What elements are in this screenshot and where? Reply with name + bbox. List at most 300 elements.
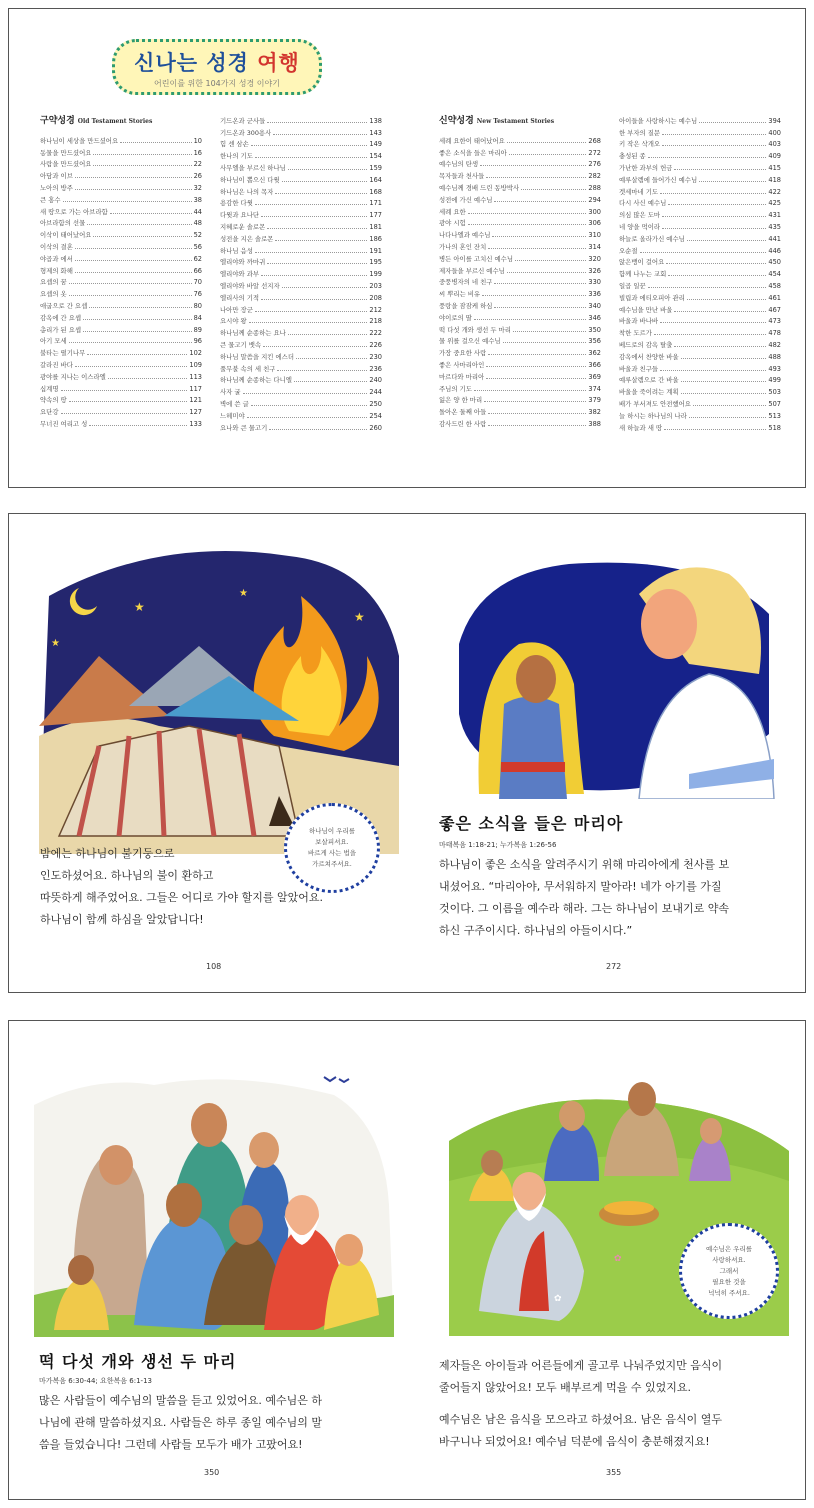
toc-entry (439, 180, 601, 192)
toc-leader-dots (494, 283, 586, 284)
toc-entry (439, 381, 601, 393)
toc-leader-dots (513, 331, 587, 332)
toc-entry (619, 408, 781, 420)
toc-entry-title: 새 땅으로 가는 아브라함 (40, 207, 108, 216)
toc-entry (220, 266, 382, 278)
toc-entry (619, 207, 781, 219)
toc-entry-page: 154 (369, 152, 382, 161)
toc-entry-page: 22 (193, 160, 202, 169)
toc-entry-title: 풍랑을 잠잠케 하심 (439, 301, 493, 310)
toc-entry-title: 갈라진 바다 (40, 360, 73, 369)
toc-entry-page: 374 (588, 384, 601, 393)
toc-entry-title: 새 하늘과 새 땅 (619, 423, 663, 432)
page-number: 272 (606, 962, 622, 971)
toc-entry (439, 216, 601, 228)
toc-entry-page: 250 (369, 399, 382, 408)
note-bubble: 예수님은 우리를 사랑하셔요. 그래서 필요한 것을 넉넉히 주셔요. (679, 1223, 779, 1319)
toc-leader-dots (664, 429, 766, 430)
toc-entry (220, 243, 382, 255)
toc-leader-dots (689, 417, 767, 418)
toc-entry (220, 148, 382, 160)
toc-entry-title: 약속의 땅 (40, 396, 67, 405)
toc-entry-page: 84 (193, 313, 202, 322)
toc-entry-page: 507 (768, 399, 781, 408)
toc-entry-title: 베드로의 감옥 탈출 (619, 340, 673, 349)
toc-entry-title: 예루살렘으로 간 바울 (619, 376, 679, 385)
toc-leader-dots (282, 181, 368, 182)
toc-leader-dots (75, 248, 192, 249)
toc-entry (40, 168, 202, 180)
toc-entry-title: 한나의 기도 (220, 152, 253, 161)
toc-entry (439, 192, 601, 204)
scripture-reference: 마가복음 6:30-44; 요한복음 6:1-13 (39, 1377, 152, 1385)
toc-entry-page: 418 (768, 175, 781, 184)
toc-entry-page: 212 (369, 305, 382, 314)
toc-entry (439, 239, 601, 251)
toc-entry (220, 184, 382, 196)
toc-spread (8, 8, 806, 488)
toc-leader-dots (61, 413, 188, 414)
toc-entry (40, 180, 202, 192)
toc-entry-page: 314 (588, 242, 601, 251)
toc-entry (619, 349, 781, 361)
toc-entry (220, 349, 382, 361)
toc-entry-title: 가난한 과부의 헌금 (619, 163, 673, 172)
toc-entry-title: 엘리야와 과부 (220, 270, 260, 279)
toc-entry-title: 다윗과 요나단 (220, 211, 260, 220)
toc-entry-title: 불타는 떨기나무 (40, 349, 86, 358)
toc-entry-title: 용감한 다윗 (220, 199, 253, 208)
toc-entry-page: 350 (588, 325, 601, 334)
toc-entry (40, 239, 202, 251)
toc-leader-dots (492, 236, 586, 237)
toc-leader-dots (275, 193, 367, 194)
toc-entry-page: 356 (588, 337, 601, 346)
toc-entry-title: 하나님이 뽑으신 다윗 (220, 175, 280, 184)
toc-entry (439, 404, 601, 416)
toc-entry-page: 388 (588, 419, 601, 428)
toc-leader-dots (486, 378, 586, 379)
toc-entry-title: 바울과 친구들 (619, 364, 659, 373)
toc-entry-title: 감옥에서 찬양한 바울 (619, 352, 679, 361)
toc-leader-dots (261, 216, 367, 217)
toc-entry-title: 요나와 큰 물고기 (220, 423, 268, 432)
toc-leader-dots (75, 260, 192, 261)
toc-leader-dots (674, 346, 766, 347)
toc-entry-title: 앉은뱅이 걸어요 (619, 258, 665, 267)
toc-leader-dots (93, 154, 191, 155)
toc-entry (40, 298, 202, 310)
toc-entry-page: 254 (369, 411, 382, 420)
toc-entry-title: 씨 뿌리는 비유 (439, 290, 481, 299)
toc-entry-page: 66 (193, 266, 202, 275)
toc-entry-page: 260 (369, 423, 382, 432)
toc-entry-page: 454 (768, 270, 781, 279)
toc-entry-page: 226 (369, 340, 382, 349)
toc-entry (40, 263, 202, 275)
toc-entry-title: 사무엘을 부르신 하나님 (220, 163, 286, 172)
story-heading: 좋은 소식을 들은 마리아 (439, 814, 624, 833)
toc-entry-title: 기드온과 300용사 (220, 128, 272, 137)
toc-entry-title: 배가 부서져도 안전했어요 (619, 399, 691, 408)
toc-entry-title: 하나님이 세상을 만드셨어요 (40, 136, 119, 145)
toc-leader-dots (69, 342, 192, 343)
toc-entry-title: 떡 다섯 개와 생선 두 마리 (439, 325, 511, 334)
toc-entry (40, 275, 202, 287)
toc-entry-page: 379 (588, 396, 601, 405)
toc-leader-dots (474, 319, 587, 320)
toc-entry (220, 113, 382, 125)
toc-entry (619, 148, 781, 160)
toc-entry-title: 바울을 죽이려는 계획 (619, 388, 679, 397)
toc-leader-dots (668, 204, 766, 205)
toc-leader-dots (269, 429, 367, 430)
star-icon: ★ (134, 600, 145, 614)
toc-leader-dots (662, 216, 766, 217)
toc-entry-title: 이삭의 결혼 (40, 242, 73, 251)
toc-entry (220, 125, 382, 137)
toc-leader-dots (509, 154, 587, 155)
toc-entry-page: 218 (369, 317, 382, 326)
toc-entry-title: 엘리야와 바알 선지자 (220, 281, 280, 290)
toc-entry-title: 감사드린 한 사람 (439, 419, 487, 428)
toc-leader-dots (75, 189, 192, 190)
tents-fire-illustration (39, 536, 409, 854)
toc-leader-dots (249, 322, 368, 323)
toc-leader-dots (521, 189, 586, 190)
toc-entry-page: 458 (768, 281, 781, 290)
toc-entry (439, 393, 601, 405)
toc-entry-title: 예루살렘에 들어가신 예수님 (619, 175, 698, 184)
toc-entry-page: 422 (768, 187, 781, 196)
toc-entry-page: 400 (768, 128, 781, 137)
toc-entry-title: 세례 요한이 태어났어요 (439, 136, 505, 145)
toc-leader-dots (681, 393, 767, 394)
new-testament-list-2 (619, 113, 781, 432)
story-text: 밤에는 하나님이 불기둥으로 인도하셨어요. 하나님의 불이 환하고 따뜻하게 해주었어요. 그들은 어디로 가야 할지를 알았어요. 하나님이 함께 하심을 알았답니다! (40, 847, 323, 926)
toc-entry-page: 89 (193, 325, 202, 334)
page-number: 355 (606, 1468, 622, 1477)
toc-entry (439, 357, 601, 369)
toc-leader-dots (267, 122, 367, 123)
toc-entry-title: 함께 나누는 교회 (619, 270, 667, 279)
toc-entry-title: 하나님 말씀을 지킨 에스더 (220, 352, 295, 361)
toc-entry-title: 의심 많은 도마 (619, 211, 661, 220)
toc-entry (619, 384, 781, 396)
toc-entry-title: 잃은 양 한 마리 (439, 396, 483, 405)
toc-entry (619, 184, 781, 196)
toc-leader-dots (662, 134, 766, 135)
toc-entry-page: 76 (193, 290, 202, 299)
toc-entry-title: 애굽으로 간 요셉 (40, 301, 88, 310)
toc-leader-dots (482, 295, 586, 296)
toc-entry (439, 263, 601, 275)
toc-entry-title: 요단강 (40, 408, 59, 417)
toc-entry-page: 32 (193, 183, 202, 192)
toc-leader-dots (687, 240, 767, 241)
toc-entry-page: 482 (768, 340, 781, 349)
toc-entry-title: 엘리사의 기적 (220, 293, 260, 302)
toc-entry-page: 503 (768, 388, 781, 397)
toc-entry (220, 396, 382, 408)
toc-entry-page: 382 (588, 408, 601, 417)
toc-entry-title: 사자 굴 (220, 388, 241, 397)
toc-entry (439, 275, 601, 287)
toc-leader-dots (120, 142, 191, 143)
toc-entry-title: 하늘로 올라가신 예수님 (619, 234, 685, 243)
toc-leader-dots (294, 381, 367, 382)
book-title-badge (112, 39, 322, 95)
toc-entry-page: 38 (193, 195, 202, 204)
toc-entry (439, 322, 601, 334)
toc-leader-dots (255, 157, 368, 158)
toc-entry-page: 80 (193, 301, 202, 310)
toc-entry-page: 230 (369, 352, 382, 361)
toc-leader-dots (662, 228, 766, 229)
page-number: 108 (206, 962, 222, 971)
toc-entry-title: 목자들과 천사들 (439, 172, 485, 181)
toc-entry (619, 314, 781, 326)
toc-entry-page: 518 (768, 423, 781, 432)
toc-entry-title: 야곱과 에서 (40, 254, 73, 263)
toc-leader-dots (61, 390, 188, 391)
toc-entry-page: 222 (369, 329, 382, 338)
toc-entry (619, 396, 781, 408)
toc-entry (220, 219, 382, 231)
toc-entry-title: 한 부자의 질문 (619, 128, 661, 137)
toc-entry (40, 133, 202, 145)
toc-entry (619, 231, 781, 243)
toc-leader-dots (243, 393, 368, 394)
toc-leader-dots (494, 307, 586, 308)
toc-leader-dots (654, 334, 767, 335)
toc-entry-page: 340 (588, 301, 601, 310)
toc-entry-page: 369 (588, 372, 601, 381)
toc-leader-dots (69, 401, 188, 402)
toc-entry (40, 310, 202, 322)
toc-leader-dots (83, 331, 192, 332)
toc-entry-title: 겟세마네 기도 (619, 187, 659, 196)
toc-leader-dots (267, 228, 367, 229)
toc-entry-page: 52 (193, 231, 202, 240)
toc-entry-page: 26 (193, 172, 202, 181)
toc-leader-dots (93, 165, 191, 166)
toc-entry-page: 409 (768, 152, 781, 161)
book-title: 신나는 성경 여행 (134, 51, 300, 75)
toc-leader-dots (255, 204, 368, 205)
toc-entry-title: 요시야 왕 (220, 317, 247, 326)
toc-entry (40, 357, 202, 369)
toc-entry-title: 성전을 지은 솔로몬 (220, 234, 274, 243)
toc-entry-page: 473 (768, 317, 781, 326)
toc-entry (439, 133, 601, 145)
toc-leader-dots (674, 311, 766, 312)
toc-entry-title: 좋은 사마리아인 (439, 360, 485, 369)
toc-entry-page: 109 (189, 360, 202, 369)
toc-entry-page: 48 (193, 219, 202, 228)
toc-leader-dots (251, 405, 368, 406)
toc-entry (40, 204, 202, 216)
toc-entry (619, 361, 781, 373)
toc-entry-page: 435 (768, 222, 781, 231)
toc-entry-title: 아브라함의 선물 (40, 219, 86, 228)
toc-leader-dots (468, 224, 587, 225)
old-testament-list-2 (220, 113, 382, 432)
toc-leader-dots (687, 299, 767, 300)
toc-entry-page: 149 (369, 140, 382, 149)
toc-leader-dots (87, 354, 187, 355)
toc-entry-page: 138 (369, 116, 382, 125)
toc-entry-title: 하나님께 순종하는 다니엘 (220, 376, 292, 385)
toc-leader-dots (660, 193, 766, 194)
toc-entry-page: 310 (588, 231, 601, 240)
toc-entry-title: 네 양을 먹이라 (619, 222, 661, 231)
toc-entry (439, 145, 601, 157)
toc-entry-title: 동물을 만드셨어요 (40, 148, 92, 157)
toc-leader-dots (89, 425, 187, 426)
toc-entry (439, 334, 601, 346)
toc-entry (220, 137, 382, 149)
toc-leader-dots (282, 287, 368, 288)
toc-entry-page: 16 (193, 148, 202, 157)
toc-entry-title: 충성된 종 (619, 152, 646, 161)
toc-entry-title: 제자들을 부르신 예수님 (439, 266, 505, 275)
toc-entry (40, 369, 202, 381)
toc-entry-page: 499 (768, 376, 781, 385)
toc-entry-title: 물 위를 걸으신 예수님 (439, 337, 501, 346)
flower-icon: ✿ (554, 1294, 562, 1304)
toc-entry (40, 381, 202, 393)
toc-leader-dots (273, 134, 367, 135)
toc-leader-dots (488, 413, 586, 414)
toc-leader-dots (507, 272, 587, 273)
toc-entry-title: 큰 홍수 (40, 195, 61, 204)
toc-entry (40, 416, 202, 428)
toc-leader-dots (75, 177, 192, 178)
toc-entry-page: 320 (588, 254, 601, 263)
toc-entry (439, 416, 601, 428)
toc-entry (619, 337, 781, 349)
toc-entry-title: 엘리야와 까마귀 (220, 258, 266, 267)
toc-entry-page: 177 (369, 211, 382, 220)
toc-entry (439, 204, 601, 216)
toc-entry-page: 181 (369, 222, 382, 231)
toc-leader-dots (515, 260, 586, 261)
toc-entry-title: 세례 요한 (439, 207, 466, 216)
toc-entry-page: 513 (768, 411, 781, 420)
old-testament-list-1 (40, 133, 202, 428)
toc-leader-dots (89, 307, 191, 308)
toc-entry-title: 요셉의 옷 (40, 290, 67, 299)
toc-entry-page: 362 (588, 349, 601, 358)
toc-entry (619, 160, 781, 172)
toc-entry (40, 192, 202, 204)
toc-entry-title: 하나님께 순종하는 요나 (220, 329, 286, 338)
toc-entry (40, 345, 202, 357)
toc-entry (220, 325, 382, 337)
toc-entry (439, 286, 601, 298)
toc-leader-dots (699, 122, 766, 123)
toc-entry-page: 276 (588, 160, 601, 169)
toc-leader-dots (660, 370, 766, 371)
toc-entry-title: 벽에 쓴 글 (220, 399, 249, 408)
toc-entry (220, 361, 382, 373)
toc-leader-dots (275, 240, 367, 241)
toc-entry-page: 113 (189, 372, 202, 381)
toc-entry (220, 384, 382, 396)
toc-entry-page: 44 (193, 207, 202, 216)
toc-entry-page: 191 (369, 246, 382, 255)
toc-entry-page: 143 (369, 128, 382, 137)
toc-entry-page: 306 (588, 219, 601, 228)
toc-entry-title: 가장 중요한 사람 (439, 349, 487, 358)
toc-leader-dots (255, 252, 368, 253)
toc-entry-page: 203 (369, 281, 382, 290)
toc-entry (619, 125, 781, 137)
toc-entry-title: 주님의 기도 (439, 384, 472, 393)
toc-leader-dots (648, 287, 767, 288)
toc-entry (619, 278, 781, 290)
toc-entry (619, 373, 781, 385)
toc-leader-dots (110, 213, 192, 214)
toc-leader-dots (63, 201, 192, 202)
star-icon: ★ (354, 610, 365, 624)
toc-entry-title: 예수님께 경배 드린 동방박사 (439, 183, 520, 192)
toc-entry-title: 광야 시험 (439, 219, 466, 228)
toc-leader-dots (488, 248, 586, 249)
toc-entry (220, 278, 382, 290)
toc-entry-page: 446 (768, 246, 781, 255)
toc-entry (220, 172, 382, 184)
toc-entry-page: 346 (588, 313, 601, 322)
toc-entry-page: 425 (768, 199, 781, 208)
toc-leader-dots (261, 299, 367, 300)
toc-leader-dots (488, 425, 586, 426)
toc-leader-dots (640, 252, 767, 253)
toc-entry-title: 나다나엘과 예수님 (439, 231, 491, 240)
toc-leader-dots (486, 366, 586, 367)
toc-entry-title: 사람을 만드셨어요 (40, 160, 92, 169)
toc-leader-dots (75, 272, 192, 273)
new-testament-heading: 신약성경 New Testament Stories (439, 116, 555, 126)
toc-entry-page: 117 (189, 384, 202, 393)
toc-leader-dots (693, 405, 766, 406)
toc-entry-title: 빌립과 에티오피아 관리 (619, 293, 685, 302)
toc-entry-page: 168 (369, 187, 382, 196)
toc-entry-title: 큰 물고기 뱃속 (220, 340, 262, 349)
toc-entry (619, 172, 781, 184)
toc-leader-dots (660, 322, 766, 323)
toc-entry-page: 330 (588, 278, 601, 287)
toc-entry (220, 314, 382, 326)
toc-entry-page: 431 (768, 211, 781, 220)
toc-entry-page: 10 (193, 136, 202, 145)
note-bubble: 하나님이 우리를 보살피셔요. 바르게 사는 법을 가르쳐주셔요. (284, 803, 380, 893)
toc-leader-dots (507, 142, 587, 143)
star-icon: ★ (51, 638, 60, 649)
toc-entry-title: 좋은 소식을 들은 마리아 (439, 148, 507, 157)
toc-entry-title: 야이로의 딸 (439, 313, 472, 322)
toc-leader-dots (251, 145, 368, 146)
toc-leader-dots (648, 157, 767, 158)
toc-entry (40, 251, 202, 263)
toc-entry-page: 133 (189, 419, 202, 428)
toc-leader-dots (108, 378, 188, 379)
toc-entry (619, 137, 781, 149)
toc-entry-title: 다시 사신 예수님 (619, 199, 667, 208)
toc-entry-title: 광야를 지나는 이스라엘 (40, 372, 106, 381)
toc-leader-dots (288, 169, 368, 170)
